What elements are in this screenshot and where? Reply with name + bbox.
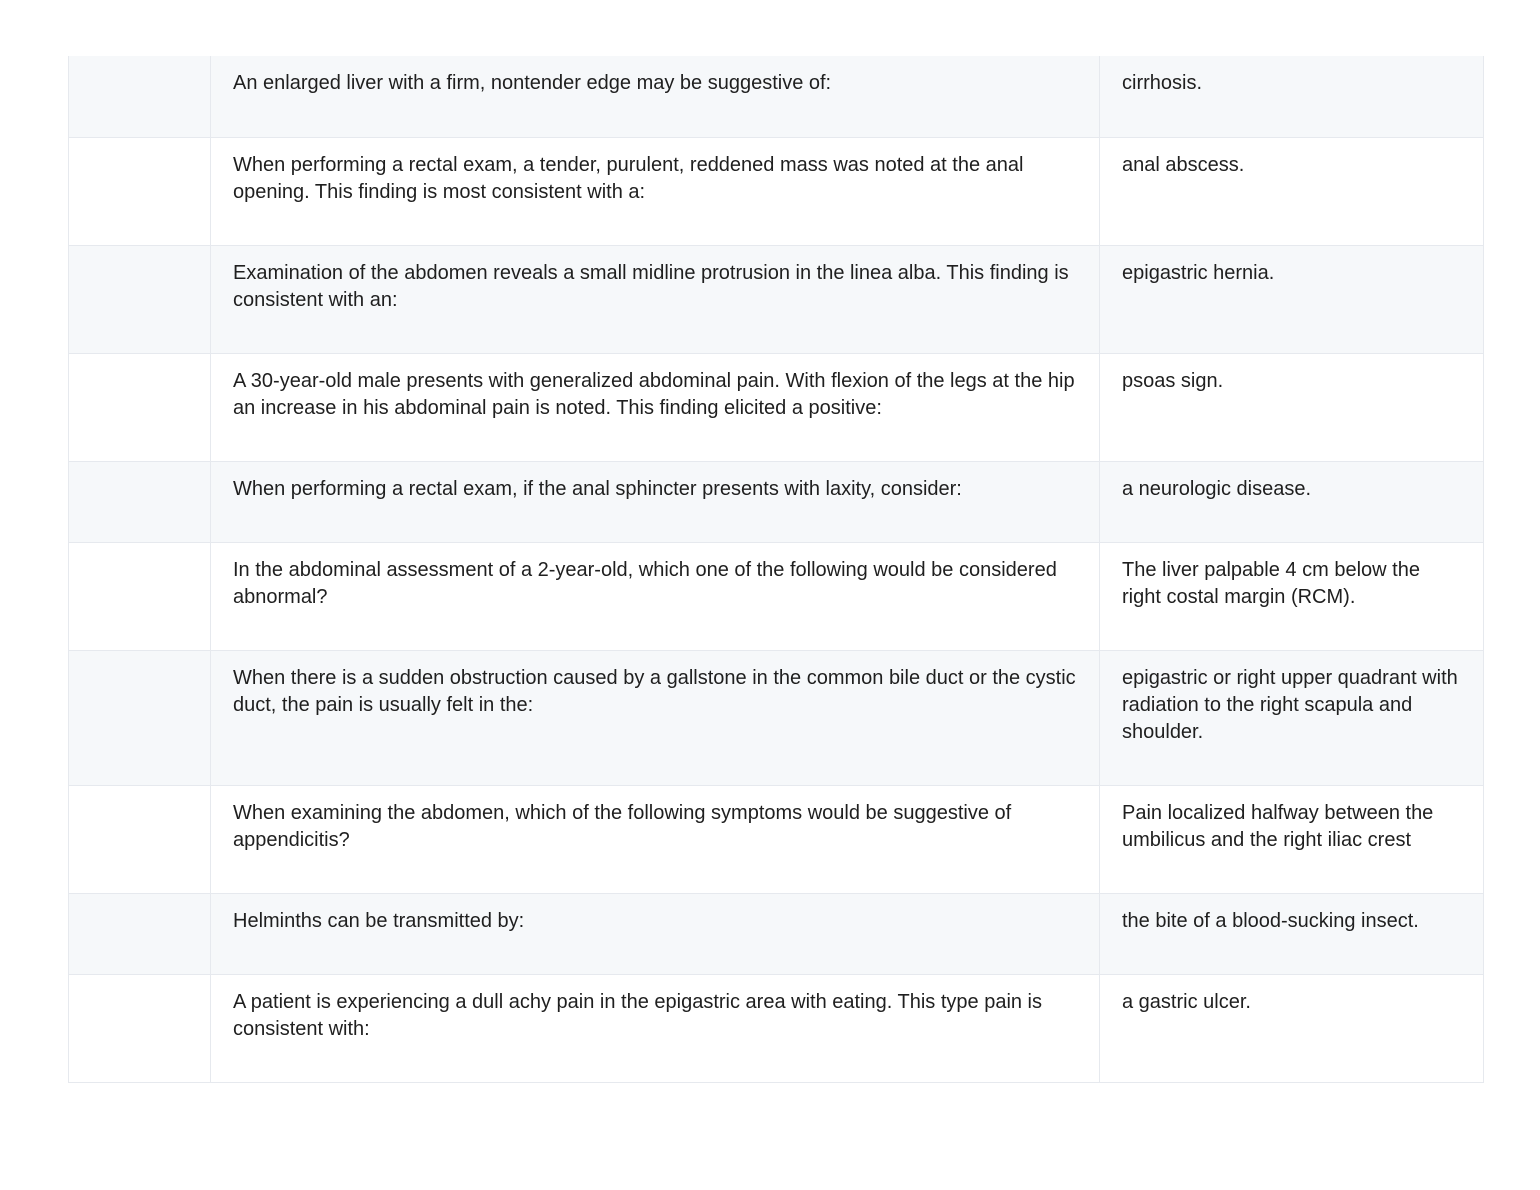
table-row [69,650,1484,785]
question-cell: A 30-year-old male presents with generalized abdominal pain. With flexion of the legs at the hip an increase in his abdominal pain is noted. This finding elicited a positive: [211,353,1100,461]
answer-cell: a neurologic disease. [1100,461,1484,542]
row-number-cell [69,974,211,1082]
row-number-cell [69,650,211,785]
table-row [69,245,1484,353]
answer-cell: cirrhosis. [1100,56,1484,137]
row-number-cell [69,56,211,137]
question-cell: Examination of the abdomen reveals a small midline protrusion in the linea alba. This finding is consistent with an: [211,245,1100,353]
question-cell: In the abdominal assessment of a 2-year-old, which one of the following would be considered abnormal? [211,542,1100,650]
table-row [69,56,1484,137]
question-cell: A patient is experiencing a dull achy pain in the epigastric area with eating. This type pain is consistent with: [211,974,1100,1082]
question-cell: When performing a rectal exam, a tender, purulent, reddened mass was noted at the anal opening. This finding is most consistent with a: [211,137,1100,245]
question-cell: When examining the abdomen, which of the following symptoms would be suggestive of appendicitis? [211,785,1100,893]
table-row [69,461,1484,542]
answer-cell: epigastric or right upper quadrant with radiation to the right scapula and shoulder. [1100,650,1484,785]
qa-table [68,56,1484,1083]
answer-cell: epigastric hernia. [1100,245,1484,353]
table-row [69,974,1484,1082]
answer-cell: anal abscess. [1100,137,1484,245]
question-cell: An enlarged liver with a firm, nontender edge may be suggestive of: [211,56,1100,137]
table-row [69,893,1484,974]
table-row [69,785,1484,893]
answer-cell: the bite of a blood-sucking insect. [1100,893,1484,974]
row-number-cell [69,353,211,461]
row-number-cell [69,785,211,893]
table-row [69,137,1484,245]
row-number-cell [69,893,211,974]
question-cell: When there is a sudden obstruction caused by a gallstone in the common bile duct or the cystic duct, the pain is usually felt in the: [211,650,1100,785]
answer-cell: psoas sign. [1100,353,1484,461]
question-cell: When performing a rectal exam, if the anal sphincter presents with laxity, consider: [211,461,1100,542]
row-number-cell [69,461,211,542]
question-cell: Helminths can be transmitted by: [211,893,1100,974]
row-number-cell [69,137,211,245]
row-number-cell [69,542,211,650]
row-number-cell [69,245,211,353]
table-row [69,542,1484,650]
answer-cell: Pain localized halfway between the umbilicus and the right iliac crest [1100,785,1484,893]
table-row [69,353,1484,461]
answer-cell: a gastric ulcer. [1100,974,1484,1082]
answer-cell: The liver palpable 4 cm below the right costal margin (RCM). [1100,542,1484,650]
